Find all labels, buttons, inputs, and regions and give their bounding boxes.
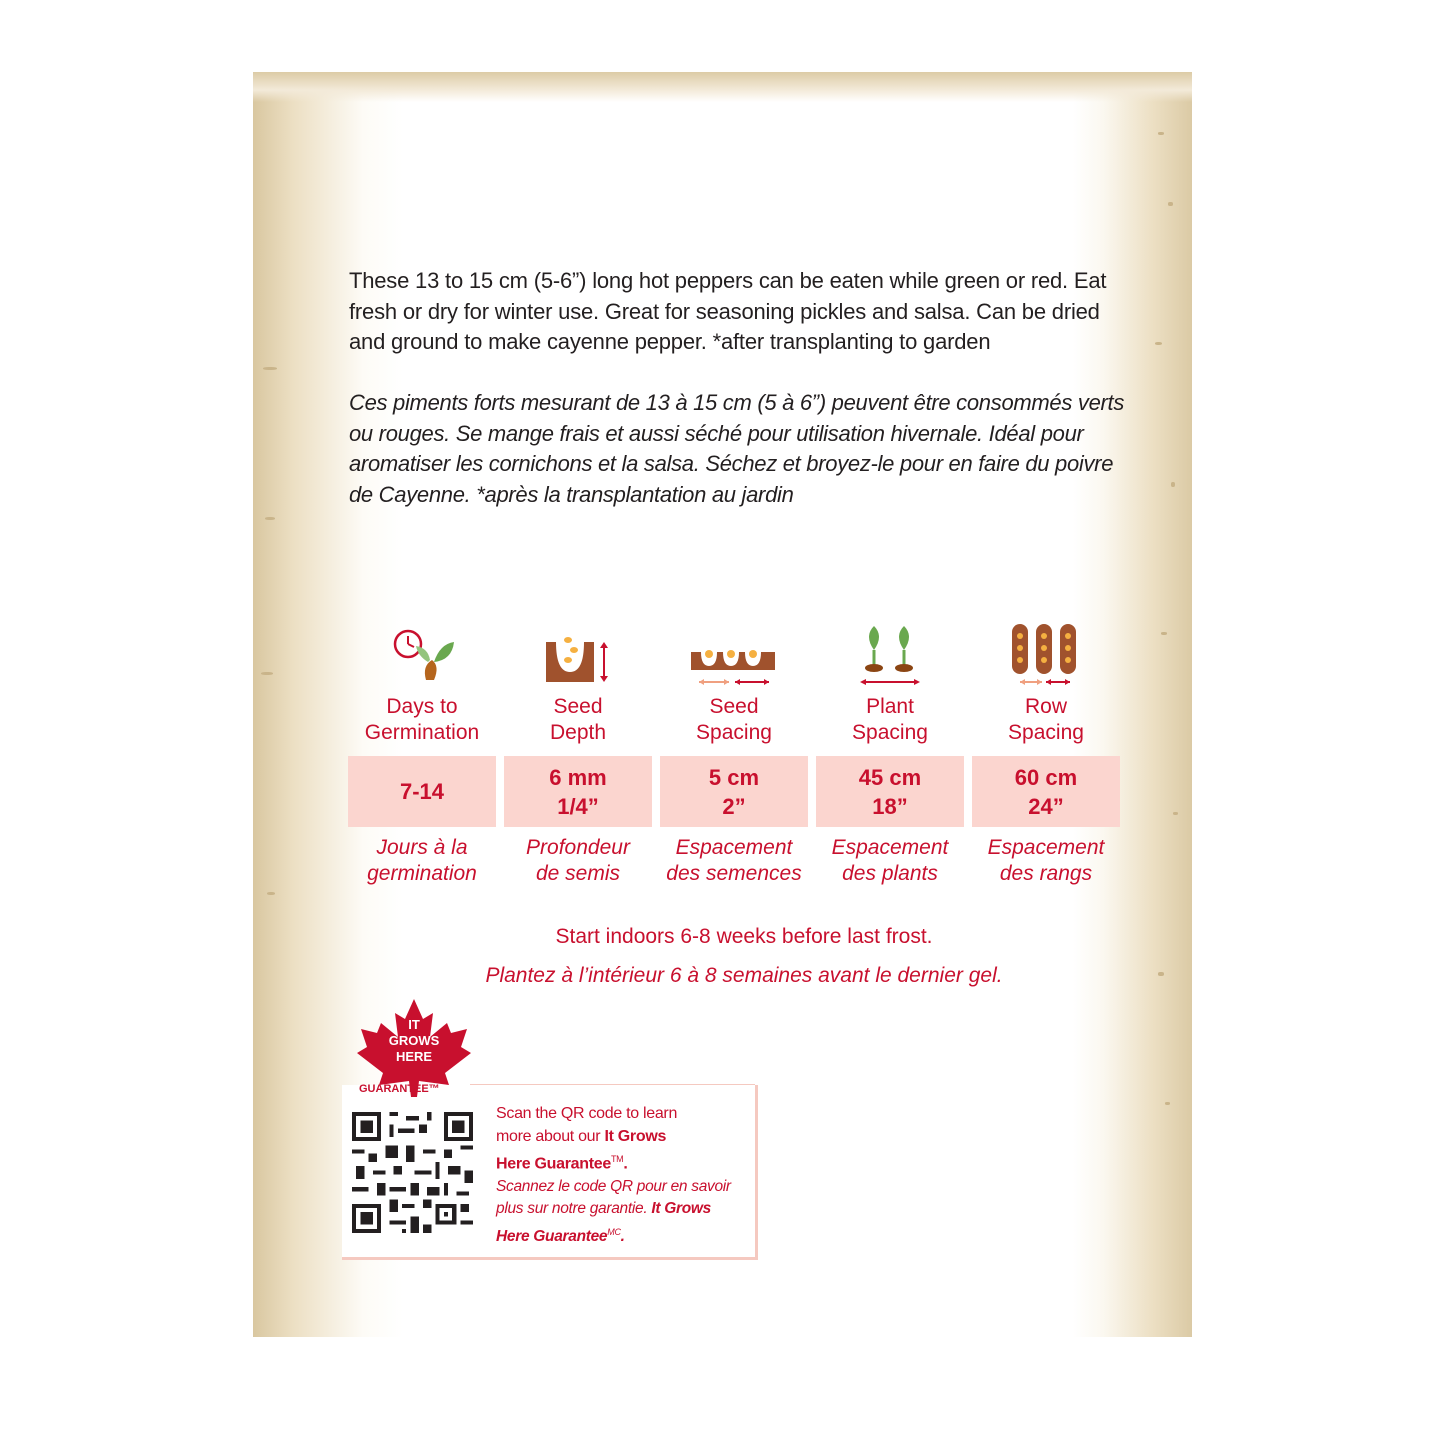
- label-fr-line-1: Espacement: [675, 836, 793, 859]
- value-line-1: 6 mm: [549, 764, 607, 790]
- label-fr-line-1: Profondeur: [526, 836, 630, 859]
- guarantee-fr-period: .: [620, 1227, 625, 1245]
- label-fr-line-1: Espacement: [831, 836, 949, 859]
- paper-speck: [1168, 202, 1173, 206]
- start-indoors-french: Plantez à l’intérieur 6 à 8 semaines avant le dernier gel.: [485, 964, 1003, 987]
- paper-speck: [1161, 632, 1167, 635]
- value-line-1: 5 cm: [708, 764, 760, 790]
- value-line-2: 24”: [1028, 793, 1064, 819]
- paper-speck: [265, 517, 275, 520]
- value-line-2: 2”: [722, 793, 746, 819]
- column-seed-depth: [504, 622, 652, 887]
- paper-speck: [261, 672, 273, 675]
- value-cell: [816, 756, 964, 827]
- plant-spacing-icon: [816, 622, 964, 686]
- label-fr-line-2: des rangs: [999, 862, 1093, 885]
- seed-depth-icon: [504, 622, 652, 686]
- label-en-line-2: Germination: [364, 721, 480, 744]
- guarantee-en-line-1: Scan the QR code to learn: [496, 1105, 678, 1122]
- label-en-line-2: Spacing: [1008, 721, 1084, 744]
- label-en-line-1: Seed: [553, 695, 603, 718]
- logo-text-guarantee: GUARANTEE™: [359, 1083, 440, 1095]
- guarantee-fr-line-2b: It Grows: [651, 1200, 711, 1218]
- column-days-to-germination: [348, 622, 496, 887]
- paper-speck: [1155, 342, 1162, 345]
- guarantee-fr-mc: MC: [607, 1226, 621, 1237]
- label-fr-line-1: Espacement: [987, 836, 1105, 859]
- maple-leaf-logo: [355, 997, 473, 1105]
- value-line-2: 1/4”: [557, 793, 599, 819]
- label-fr-line-2: de semis: [535, 862, 621, 885]
- guarantee-fr-line-3: Here Guarantee: [496, 1227, 608, 1245]
- paper-speck: [1171, 482, 1175, 487]
- label-fr-line-2: germination: [367, 862, 477, 885]
- paper-speck: [1165, 1102, 1170, 1105]
- value-cell: [660, 756, 808, 827]
- value-line-1: 60 cm: [1014, 764, 1078, 790]
- column-seed-spacing: [660, 622, 808, 887]
- value-line-1: 7-14: [399, 779, 445, 804]
- label-en-line-1: Seed: [709, 695, 759, 718]
- label-en-line-2: Spacing: [852, 721, 928, 744]
- clock-sprout-icon: [348, 622, 496, 686]
- paper-speck: [263, 367, 277, 370]
- guarantee-en-line-3: Here Guarantee: [496, 1155, 611, 1173]
- label-en-line-2: Depth: [549, 721, 607, 744]
- label-en-line-1: Plant: [866, 695, 914, 718]
- description-english: These 13 to 15 cm (5-6”) long hot peppers can be eaten while green or red. Eat fresh or dry for winter use. Great for seasoning pickles and salsa. Can be dried and ground to make cayenne pepper. *after transplanting to garden: [349, 268, 1107, 354]
- value-cell: [972, 756, 1120, 827]
- paper-speck: [1158, 972, 1164, 976]
- row-spacing-icon: [972, 622, 1120, 686]
- label-en-line-2: Spacing: [696, 721, 772, 744]
- logo-text-grows: GROWS: [388, 1033, 440, 1048]
- start-indoors-english: Start indoors 6-8 weeks before last frost.: [555, 925, 933, 948]
- column-plant-spacing: [816, 622, 964, 887]
- guarantee-text: [496, 1103, 746, 1248]
- column-row-spacing: [972, 622, 1120, 887]
- guarantee-en-tm: TM: [610, 1154, 624, 1164]
- label-en-line-1: Row: [1024, 695, 1067, 718]
- value-cell: [348, 756, 496, 827]
- guarantee-en-line-2b: It Grows: [604, 1127, 667, 1145]
- packet-top-edge: [253, 72, 1192, 102]
- value-cell: [504, 756, 652, 827]
- seed-spacing-icon: [660, 622, 808, 686]
- guarantee-en-line-2a: more about our: [496, 1127, 605, 1145]
- paper-speck: [1158, 132, 1164, 135]
- logo-text-it: IT: [408, 1017, 420, 1032]
- guarantee-en-period: .: [623, 1155, 628, 1173]
- label-fr-line-1: Jours à la: [376, 836, 468, 859]
- guarantee-fr-line-2a: plus sur notre garantie.: [496, 1200, 652, 1218]
- label-en-line-1: Days to: [386, 695, 458, 718]
- description-french: Ces piments forts mesurant de 13 à 15 cm (5 à 6”) peuvent être consommés verts ou rouges. Se mange frais et aussi séché pour utilisation hivernale. Idéal pour aromatiser les cornichons et la salsa. Séchez et broyez-le pour en faire du poivre de Cayenne. *après la transplantation au jardin: [349, 390, 1125, 507]
- value-line-1: 45 cm: [858, 764, 922, 790]
- paper-speck: [1173, 812, 1178, 815]
- label-fr-line-2: des plants: [842, 862, 938, 885]
- paper-speck: [267, 892, 275, 895]
- value-line-2: 18”: [872, 793, 908, 819]
- logo-text-here: HERE: [395, 1049, 433, 1064]
- label-fr-line-2: des semences: [666, 862, 802, 885]
- qr-code[interactable]: [352, 1112, 473, 1233]
- guarantee-fr-line-1: Scannez le code QR pour en savoir: [496, 1177, 731, 1195]
